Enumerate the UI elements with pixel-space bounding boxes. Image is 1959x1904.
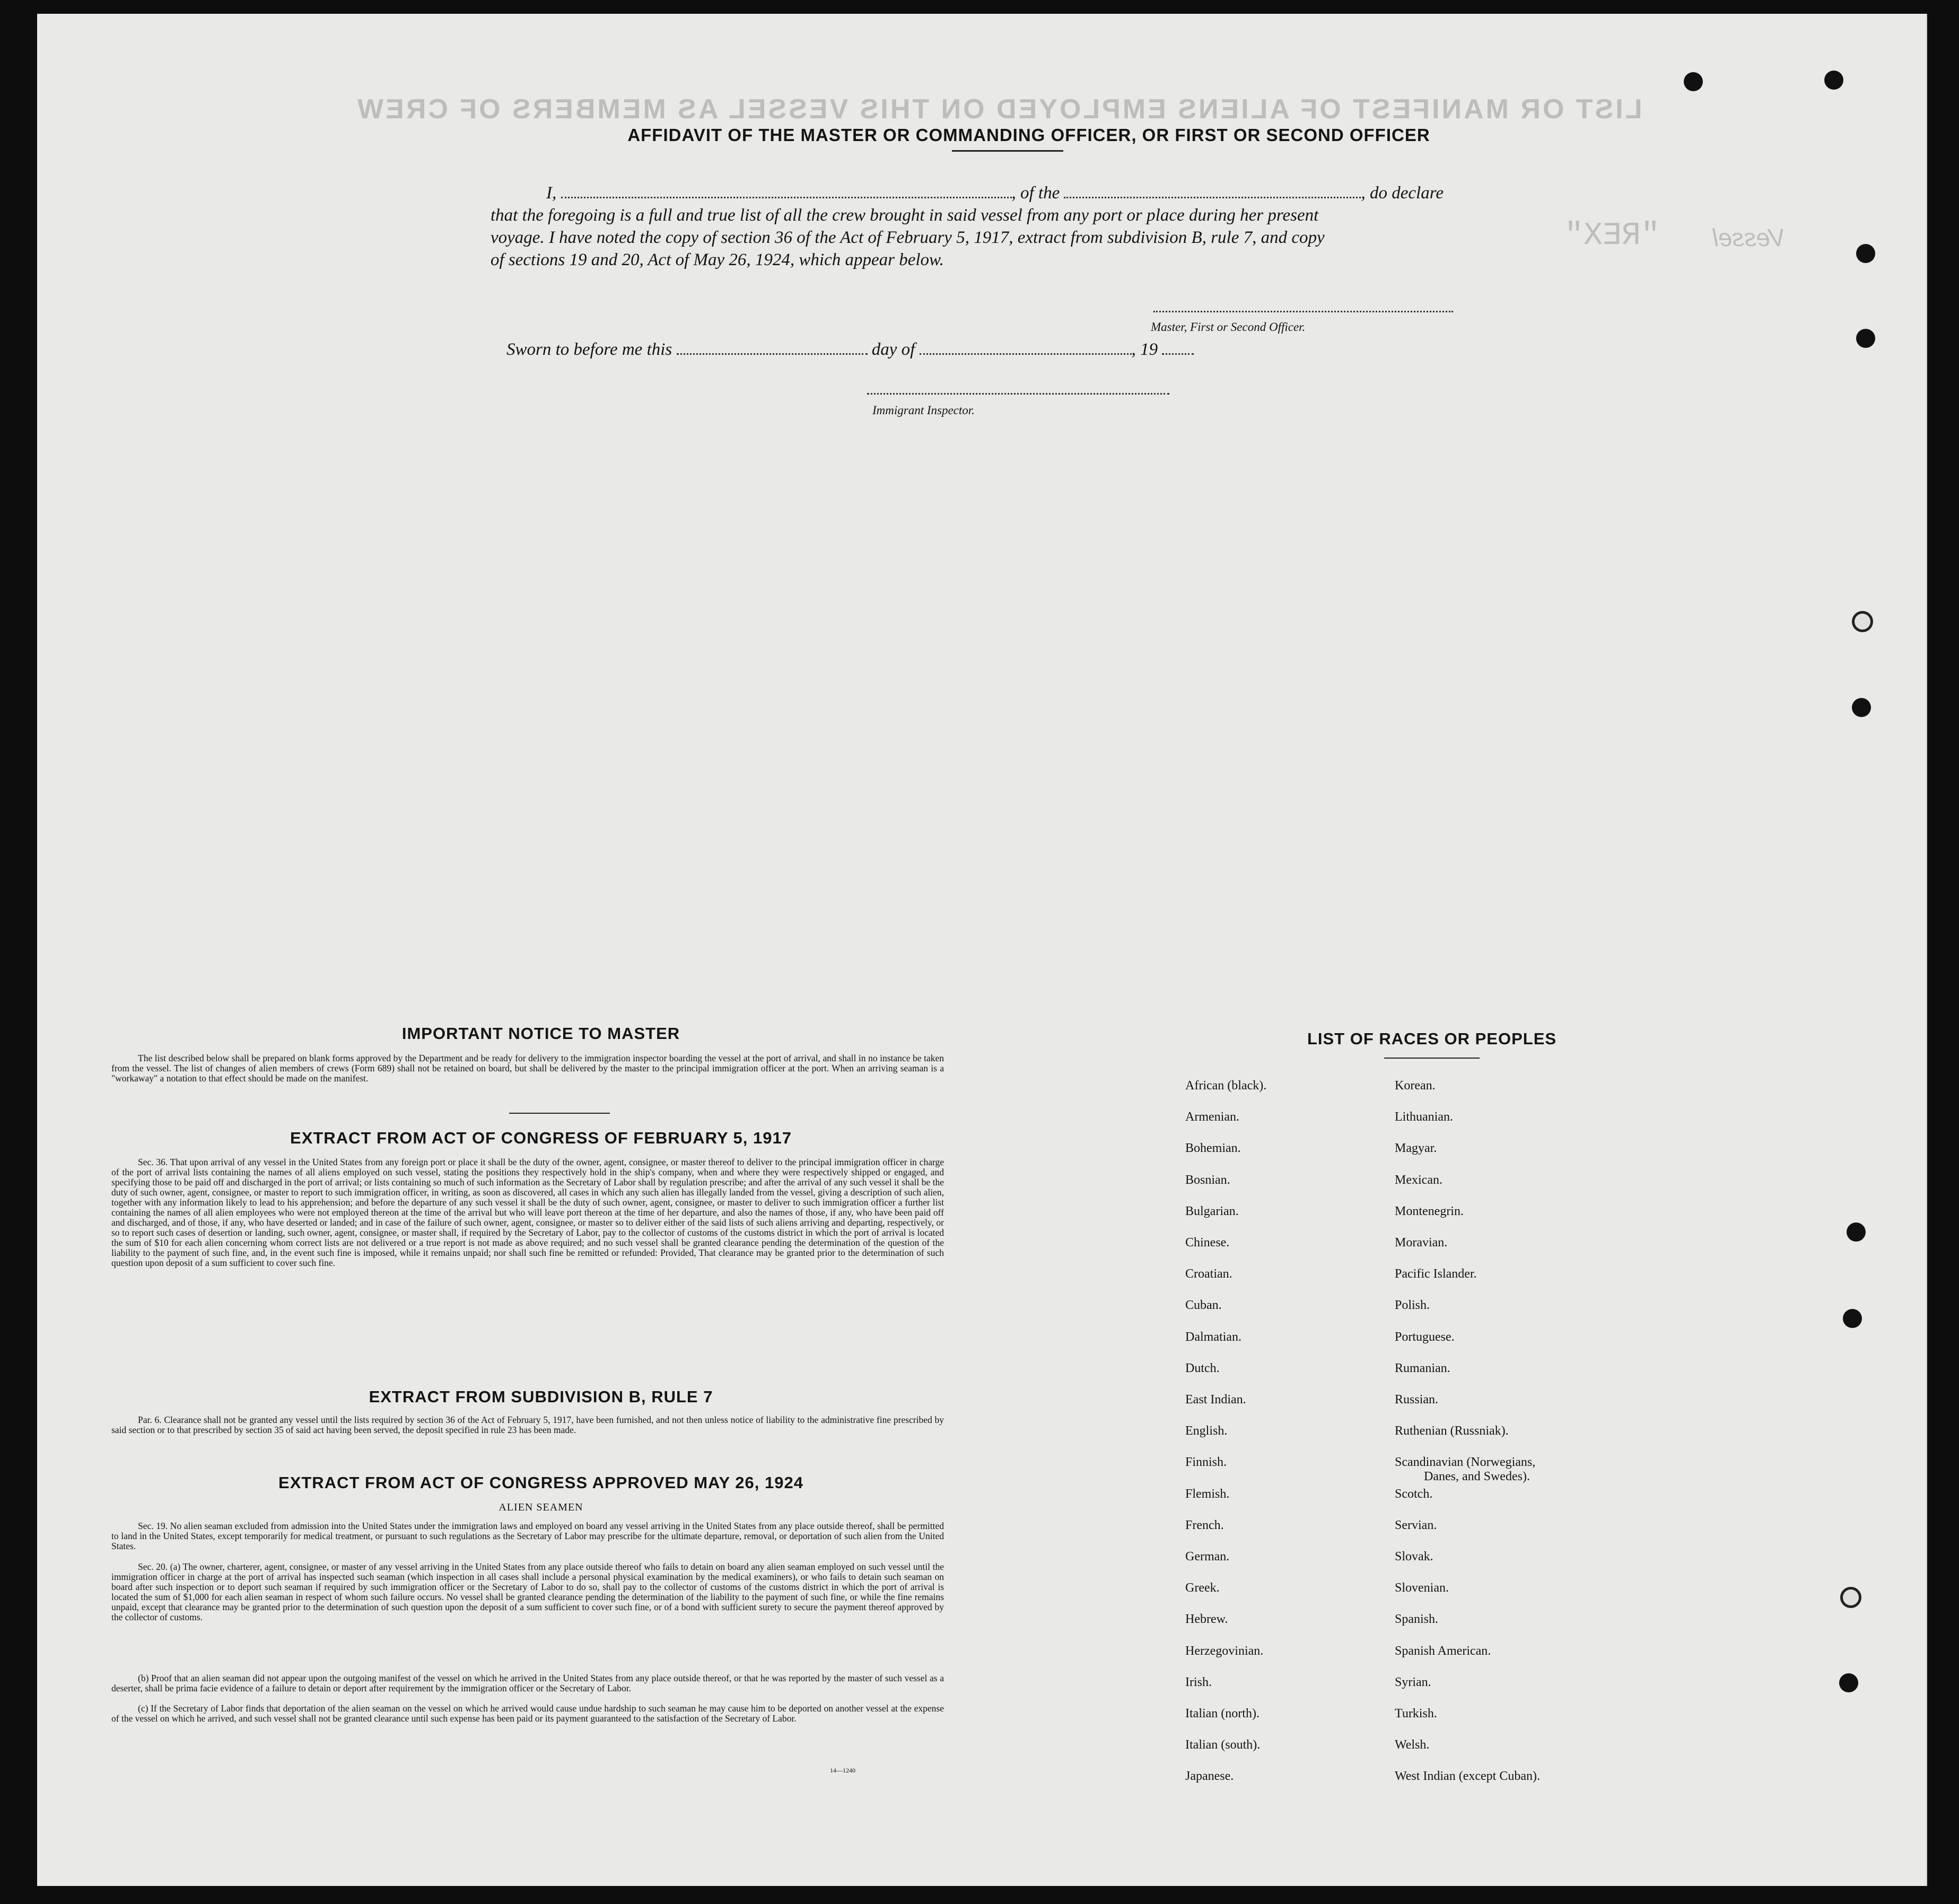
master-signature-field[interactable]: [1153, 311, 1453, 312]
race-item: Bosnian.: [1185, 1173, 1230, 1187]
race-item: Lithuanian.: [1395, 1110, 1453, 1124]
races-rule: [1384, 1058, 1480, 1059]
race-item: Portuguese.: [1395, 1330, 1455, 1344]
race-item: Spanish.: [1395, 1612, 1439, 1627]
races-title: LIST OF RACES OR PEOPLES: [1307, 1029, 1557, 1048]
race-item: Italian (south).: [1185, 1738, 1261, 1752]
notice-title: IMPORTANT NOTICE TO MASTER: [401, 1024, 680, 1043]
race-item: Greek.: [1185, 1581, 1220, 1595]
races-column-right: [1395, 1079, 1649, 1805]
inspector-signature-field[interactable]: [867, 393, 1169, 395]
race-item: Herzegovinian.: [1185, 1644, 1264, 1658]
affidavit-line-3: voyage. I have noted the copy of section 36 of the Act of February 5, 1917, extract from subdivision B, rule 7, and copy: [491, 228, 1325, 247]
extract-1924-title: EXTRACT FROM ACT OF CONGRESS APPROVED MAY 26, 1924: [278, 1473, 803, 1492]
punch-hole: [1843, 1309, 1862, 1328]
sworn-month-field[interactable]: [920, 353, 1132, 355]
race-item: East Indian.: [1185, 1393, 1246, 1407]
race-item: Bohemian.: [1185, 1141, 1241, 1156]
punch-hole: [1852, 698, 1871, 717]
race-item: Cuban.: [1185, 1298, 1222, 1313]
affidavit-of-the: , of the: [1011, 184, 1060, 203]
race-item: Montenegrin.: [1395, 1204, 1464, 1218]
form-number: 14—1240: [830, 1767, 855, 1774]
race-item: Irish.: [1185, 1675, 1212, 1689]
race-item: Croatian.: [1185, 1267, 1232, 1281]
race-item: Flemish.: [1185, 1487, 1230, 1501]
bleed-through-vessel-label: Vessel: [1713, 224, 1786, 251]
race-item: Russian.: [1395, 1393, 1439, 1407]
race-item: Polish.: [1395, 1298, 1430, 1313]
race-item: Mexican.: [1395, 1173, 1442, 1187]
race-item: Japanese.: [1185, 1769, 1234, 1784]
race-item-continuation: Danes, and Swedes).: [1424, 1470, 1530, 1484]
affidavit-do-declare: , do declare: [1361, 184, 1444, 203]
race-item: Slovak.: [1395, 1550, 1433, 1564]
race-item: English.: [1185, 1424, 1228, 1438]
punch-hole-ring: [1840, 1587, 1861, 1608]
affidavit-i: I,: [546, 184, 557, 203]
race-item: Slovenian.: [1395, 1581, 1449, 1595]
race-item: Rumanian.: [1395, 1361, 1450, 1375]
affidavit-title: AFFIDAVIT OF THE MASTER OR COMMANDING OFFICER, OR FIRST OR SECOND OFFICER: [627, 125, 1430, 145]
notice-rule: [509, 1113, 610, 1114]
master-signature-label: Master, First or Second Officer.: [1151, 320, 1306, 334]
race-item: Hebrew.: [1185, 1612, 1228, 1627]
race-item: Spanish American.: [1395, 1644, 1491, 1658]
race-item: Welsh.: [1395, 1738, 1430, 1752]
bleed-through-vessel-name: "REX": [1564, 218, 1660, 254]
punch-hole: [1684, 72, 1703, 91]
affidavit-line-1: [546, 184, 1527, 203]
race-item: Syrian.: [1395, 1675, 1431, 1689]
sworn-year-field[interactable]: [1162, 353, 1194, 355]
affidavit-title-rule: [952, 150, 1063, 152]
extract-rule7-body: Par. 6. Clearance shall not be granted any vessel until the lists required by section 36 of the Act of February 5, 1917, have been furnished, and not then unless notice of liability to the administrative fine prescribed by said section or to that prescribed by section 35 of said act having been served, the deposit specified in rule 23 has been made.: [111, 1414, 944, 1435]
punch-hole: [1856, 244, 1875, 263]
punch-hole: [1847, 1222, 1866, 1242]
punch-hole: [1856, 329, 1875, 348]
race-item: German.: [1185, 1550, 1230, 1564]
manifest-page: [37, 14, 1927, 1886]
extract-1924-sec20b: (b) Proof that an alien seaman did not appear upon the outgoing manifest of the vessel on which he arrived in the United States from any place outside thereof, or that he was reported by the master of such vessel as a deserter, shall be prima facie evidence of a failure to detain or deport after requirement by the immigration officer or the Secretary of Labor.: [111, 1673, 944, 1693]
extract-1924-sec20c: (c) If the Secretary of Labor finds that deportation of the alien seaman on the vessel on which he arrived would cause undue hardship to such seaman he may cause him to be deported on another vessel at the expense of the vessel on which he arrived, and such vessel shall not be granted clearance until such expense has been paid or its payment guaranteed to the satisfaction of the Secretary of Labor.: [111, 1703, 944, 1724]
race-item: Chinese.: [1185, 1236, 1230, 1250]
sworn-line: [506, 340, 1194, 360]
vessel-name-field[interactable]: [1064, 197, 1361, 198]
bleed-through-title: LIST OR MANIFEST OF ALIENS EMPLOYED ON THIS VESSEL AS MEMBERS OF CREW: [355, 94, 1642, 125]
sworn-day-of: day of: [871, 340, 915, 359]
race-item: Finnish.: [1185, 1455, 1227, 1470]
affidavit-line-2: that the foregoing is a full and true list of all the crew brought in said vessel from any port or place during her present: [491, 206, 1319, 225]
punch-hole: [1824, 71, 1843, 90]
race-item: Pacific Islander.: [1395, 1267, 1477, 1281]
inspector-label: Immigrant Inspector.: [872, 404, 975, 417]
race-item: Magyar.: [1395, 1141, 1437, 1156]
race-item: Moravian.: [1395, 1236, 1448, 1250]
race-item: Korean.: [1395, 1079, 1436, 1093]
extract-1924-sec19: Sec. 19. No alien seaman excluded from admission into the United States under the immigration laws and employed on board any vessel arriving in the United States from any place outside thereof, shall be permitted to land in the United States, except temporarily for medical treatment, or pursuant to such regulations as the Secretary of Labor may prescribe for the ultimate departure, removal, or deportation of such alien from the United States.: [111, 1521, 944, 1551]
race-item: West Indian (except Cuban).: [1395, 1769, 1540, 1784]
sworn-prefix: Sworn to before me this: [506, 340, 672, 359]
race-item: Scandinavian (Norwegians,: [1395, 1455, 1536, 1470]
race-item: Bulgarian.: [1185, 1204, 1239, 1218]
race-item: African (black).: [1185, 1079, 1267, 1093]
race-item: Italian (north).: [1185, 1707, 1260, 1720]
extract-rule7-title: EXTRACT FROM SUBDIVISION B, RULE 7: [369, 1387, 713, 1406]
punch-hole-ring: [1852, 611, 1873, 632]
race-item: Scotch.: [1395, 1487, 1433, 1501]
sworn-year: , 19: [1131, 340, 1158, 359]
extract-1917-title: EXTRACT FROM ACT OF CONGRESS OF FEBRUARY 5, 1917: [290, 1129, 792, 1147]
sworn-day-field[interactable]: [677, 353, 868, 355]
race-item: Turkish.: [1395, 1707, 1437, 1720]
race-item: Dalmatian.: [1185, 1330, 1241, 1344]
races-column-left: [1185, 1079, 1387, 1805]
race-item: Dutch.: [1185, 1361, 1220, 1375]
notice-body: The list described below shall be prepared on blank forms approved by the Department and be ready for delivery to the immigration inspector boarding the vessel at the port of arrival, and shall in no instance be taken from the vessel. The list of changes of alien members of crews (Form 689) shall not be retained on board, but shall be delivered by the master to the principal immigration officer at the port. When an arriving seaman is a "workaway" a notation to that effect should be made on the manifest.: [111, 1053, 944, 1084]
race-item: Servian.: [1395, 1518, 1437, 1532]
extract-1924-subtitle: ALIEN SEAMEN: [499, 1501, 583, 1513]
affidavit-line-4: of sections 19 and 20, Act of May 26, 1924, which appear below.: [491, 250, 944, 269]
race-item: French.: [1185, 1518, 1224, 1532]
extract-1924-sec20a: Sec. 20. (a) The owner, charterer, agent, consignee, or master of any vessel arriving in the United States from any place outside thereof who fails to detain on board any alien seaman employed on such vessel until the immigration officer in charge at the port of arrival has inspected such seaman (which inspection in all cases shall include a personal physical examination by the medical examiners), or who fails to detain such seaman on board after such inspection or to deport such seaman if required by such immigration officer or the Secretary of Labor to do so, shall pay to the collector of customs of the customs district in which the port of arrival is located the sum of $1,000 for each alien seaman in respect of whom such failure occurs. No vessel shall be granted clearance pending the determination of the liability to the payment of such fine, or while the fine remains unpaid, except that clearance may be granted prior to the determination of such question upon the deposit of a sum sufficient to cover such fine, or of a bond with sufficient surety to secure the payment thereof approved by the collector of customs.: [111, 1561, 944, 1622]
race-item: Ruthenian (Russniak).: [1395, 1424, 1509, 1438]
master-name-field[interactable]: [561, 197, 1012, 198]
punch-hole: [1839, 1673, 1858, 1692]
race-item: Armenian.: [1185, 1110, 1239, 1124]
extract-1917-body: Sec. 36. That upon arrival of any vessel in the United States from any foreign port or place it shall be the duty of the owner, agent, consignee, or master thereof to deliver to the principal immigration officer in charge of the port of arrival lists containing the names of all aliens employed on such vessel, stating the positions they respectively hold in the ship's company, when and where they were respectively shipped or engaged, and specifying those to be paid off and discharged in the port of arrival; or lists containing so much of such information as the Secretary of Labor shall by regulation prescribe; and after the arrival of any such vessel it shall be the duty of such owner, agent, consignee, or master to report to such immigration officer, in writing, as soon as discovered, all cases in which any such alien has illegally landed from the vessel, giving a description of such alien, together with any information likely to lead to his apprehension; and before the departure of any such vessel it shall be the duty of such owner, agent, consignee, or master to deliver to such immigration officer a further list containing the names of all alien employees who were not employed thereon at the time of the arrival but who will leave port thereon at the time of her departure, and also the names of those, if any, who have been paid off and discharged, and of those, if any, who have deserted or landed; and in case of the failure of such owner, agent, consignee, or master so to deliver either of the said lists of such aliens arriving and departing, respectively, or so to report such cases of desertion or landing, such owner, agent, consignee, or master shall, if required by the Secretary of Labor, pay to the collector of customs of the customs district in which the port of arrival is located the sum of $10 for each alien concerning whom correct lists are not delivered or a true report is not made as above required; and no such vessel shall be granted clearance pending the determination of the question of the liability to the payment of such fine, and, in the event such fine is imposed, while it remains unpaid; nor shall such fine be remitted or refunded: Provided, That clearance may be granted prior to the determination of such question upon deposit of a sum sufficient to cover such fine.: [111, 1157, 944, 1268]
